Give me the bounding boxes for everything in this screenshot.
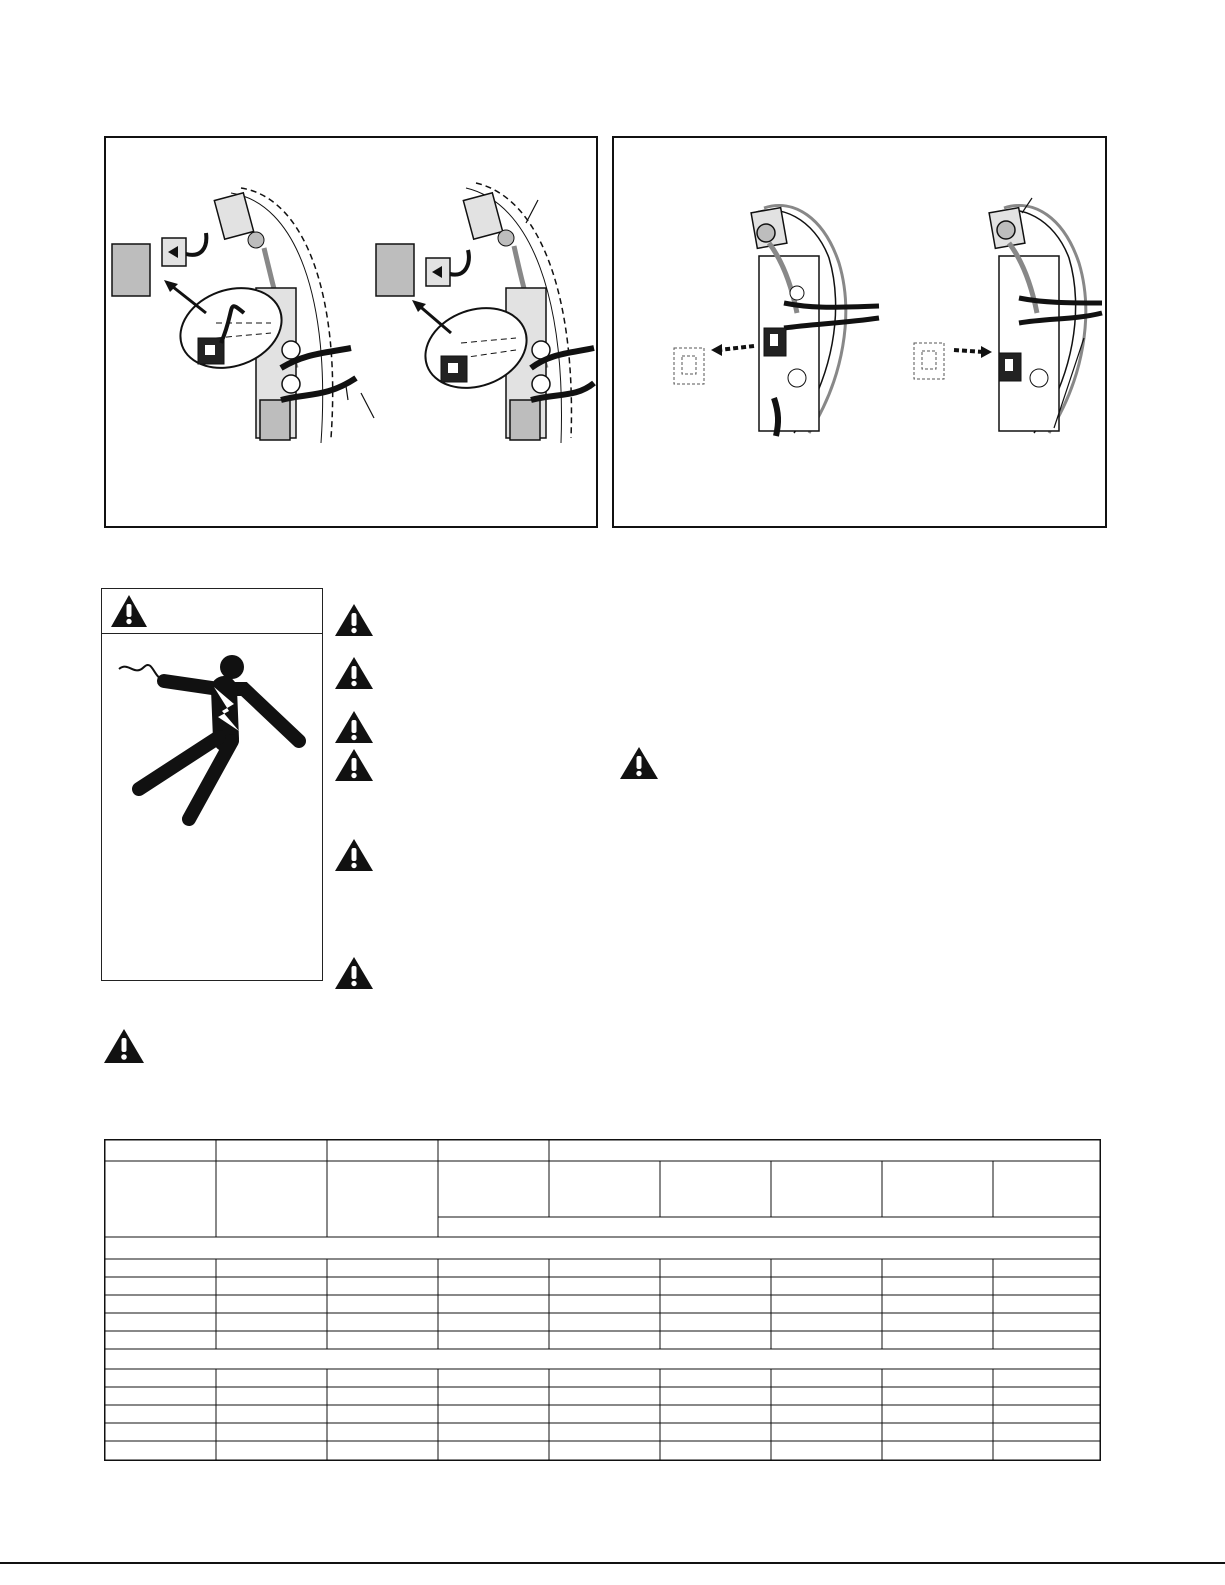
- box-divider: [102, 633, 322, 634]
- page-bottom-rule: [0, 1562, 1225, 1564]
- warning-triangle-icon: [103, 1028, 145, 1064]
- electric-shock-icon: [114, 649, 314, 829]
- terminal-illustration-right: [614, 138, 1105, 526]
- terminal-view-2: [914, 198, 1102, 433]
- warning-triangle-icon: [334, 748, 374, 782]
- figure-panel-left: [104, 136, 598, 528]
- electrical-hazard-box: [101, 588, 323, 981]
- wiring-illustration-left: [106, 138, 596, 526]
- table-grid: [104, 1139, 1101, 1461]
- wiring-view-2: [376, 183, 594, 443]
- figure-panel-right: [612, 136, 1107, 528]
- wiring-view-1: [112, 188, 374, 443]
- warning-triangle-icon: [110, 594, 148, 628]
- warning-triangle-icon: [334, 956, 374, 990]
- warning-triangle-icon: [334, 838, 374, 872]
- warning-triangle-icon: [334, 603, 374, 637]
- warning-triangle-icon: [334, 710, 374, 744]
- terminal-view-1: [674, 205, 879, 436]
- warning-triangle-icon: [619, 746, 659, 780]
- data-table: [104, 1139, 1101, 1461]
- warning-triangle-icon: [334, 656, 374, 690]
